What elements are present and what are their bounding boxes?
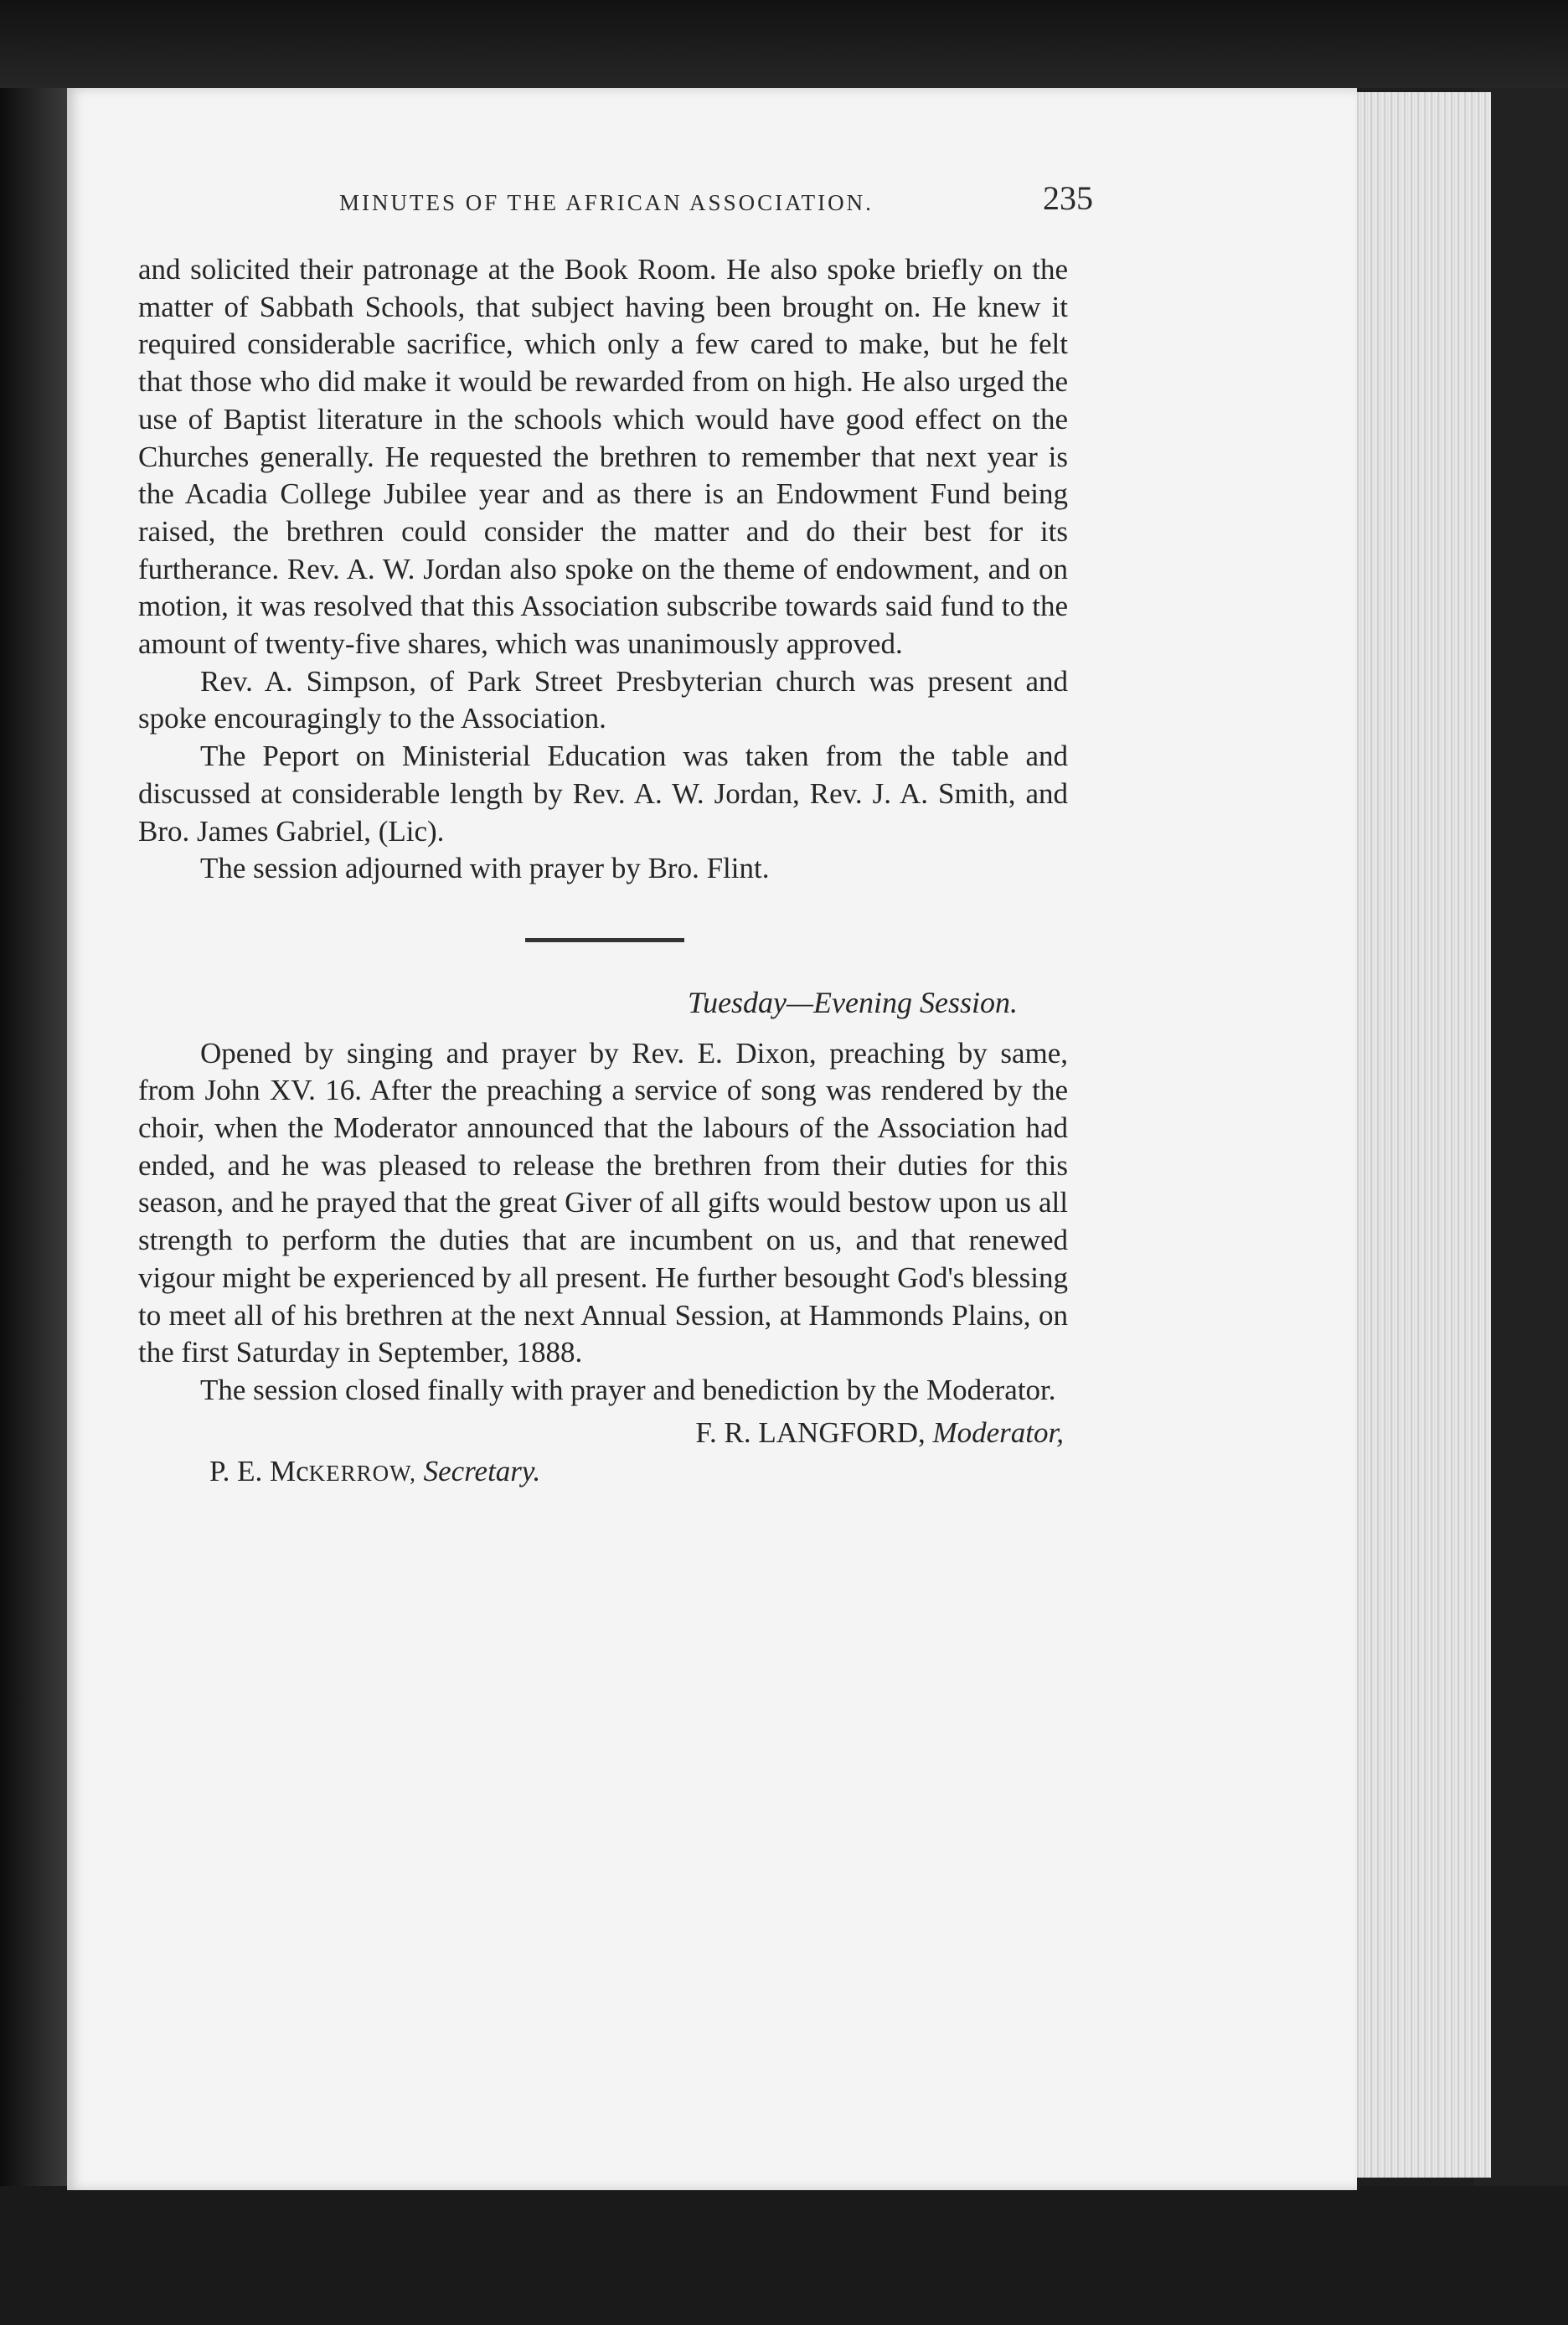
paragraph-session-closed: The session closed finally with prayer and benediction by the Moderator. [200,1373,1056,1406]
page-number: 235 [1043,179,1093,217]
page-body [138,251,1068,1492]
paragraph-adjourned: The session adjourned with prayer by Bro. Flint. [200,852,770,885]
paragraph-ministerial-education: The Peport on Ministerial Education was taken from the table and discussed at considerable length by Rev. A. W. Jordan, Rev. J. A. Smith, and Bro. James Gabriel, (Lic). [138,740,1068,848]
paragraph-simpson: Rev. A. Simpson, of Park Street Presbyterian church was present and spoke encouragingly to the Association. [138,664,1068,735]
book-binding-edge [0,88,69,2232]
running-head: MINUTES OF THE AFRICAN ASSOCIATION. [339,190,874,215]
scan-top-border [0,0,1568,88]
secretary-surname: KERROW, [308,1461,416,1487]
scan-bottom-border [0,2186,1568,2325]
paragraph-book-room: and solicited their patronage at the Book Room. He also spoke briefly on the matter of Sabbath Schools, that subject having been brought on. He knew it required considerable sacrifice, which only a few cared to make, but he felt that those who did make it would be rewarded from on high. He also urged the use of Baptist literature in the schools which would have good effect on the Churches generally. He requested the brethren to remember that next year is the Acadia College Jubilee year and as there is an Endowment Fund being raised, the brethren could consider the matter and do their best for its furtherance. Rev. A. W. Jordan also spoke on the theme of endowment, and on motion, it was resolved that this Association subscribe towards said fund to the amount of twenty-five shares, which was unanimously approved. [138,253,1068,661]
moderator-title: Moderator, [932,1415,1064,1449]
moderator-signature [138,1415,1068,1452]
secretary-initials: P. E. Mc [209,1455,309,1488]
secretary-title: Secretary. [423,1455,541,1488]
section-divider [525,938,684,942]
page-header [339,178,1093,229]
paragraph-evening-session: Opened by singing and prayer by Rev. E. Dixon, preaching by same, from John XV. 16. After the preaching a service of song was rendered by the choir, when the Moderator announced that the labours of the Association had ended, and he was pleased to release the brethren from their duties for this season, and he prayed that the great Giver of all gifts would bestow upon us all strength to perform the duties that are incumbent on us, and that renewed vigour might be experienced by all present. He further besought God's blessing to meet all of his brethren at the next Annual Session, at Hammonds Plains, on the first Saturday in September, 1888. [138,1036,1068,1369]
moderator-name: F. R. LANGFORD, [695,1415,926,1449]
session-heading: Tuesday—Evening Session. [688,985,1018,1019]
secretary-signature [138,1453,1068,1492]
